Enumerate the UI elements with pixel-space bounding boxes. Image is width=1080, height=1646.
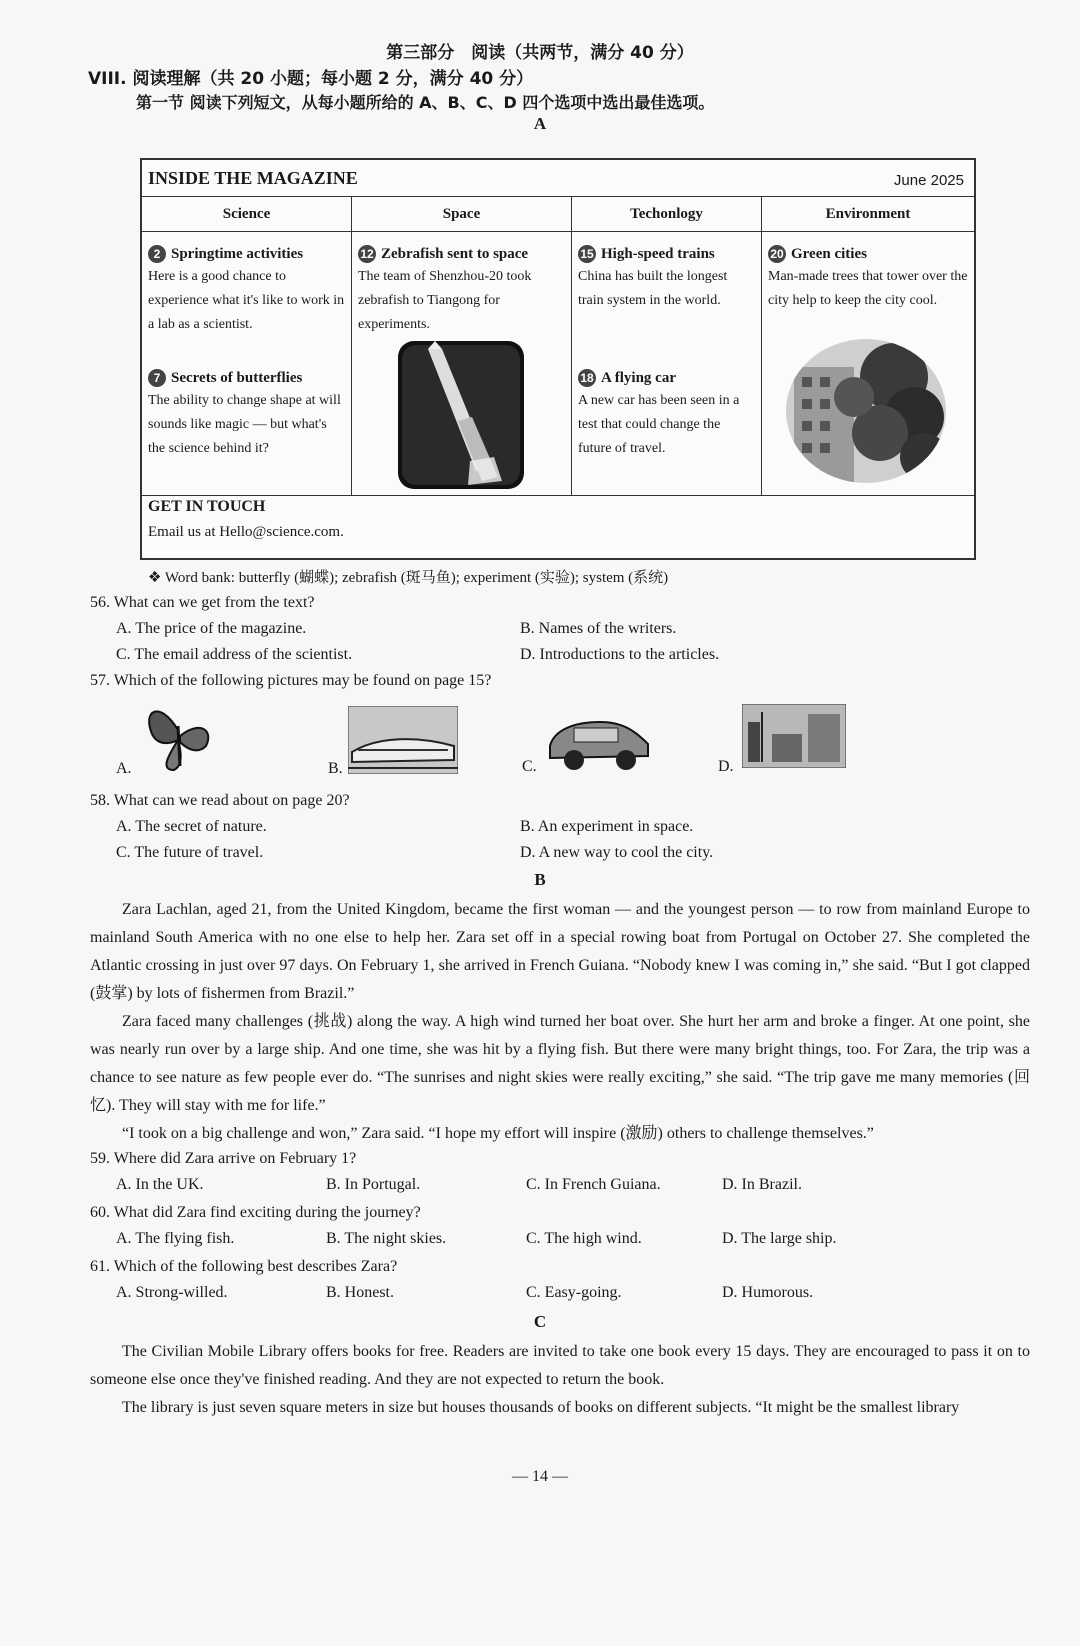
question-stem: 57. Which of the following pictures may be found on page 15? — [90, 672, 492, 689]
option: C. Easy-going. — [526, 1284, 622, 1301]
option-label: D. — [718, 758, 734, 775]
industrial-scene-picture — [742, 704, 846, 768]
column-technology — [572, 197, 762, 495]
passage-paragraph: Zara faced many challenges (挑战) along the way. A high wind turned her boat over. She hurt her arm and broke a finger. At one point, she was nearly run over by a large ship. And one time, she was hit by a flying fish. But there were many bright things, too. For Zara, the trip was a chance to see nature as few people ever do. “The sunrises and night skies were really exciting,” she said. “The trip gave me many memories (回忆). They will stay with me for life.” — [90, 1013, 1030, 1114]
option: A. In the UK. — [116, 1176, 204, 1193]
option: C. The email address of the scientist. — [116, 646, 353, 663]
option: C. The future of travel. — [116, 844, 264, 861]
column-header: Science — [142, 197, 351, 232]
option: A. The price of the magazine. — [116, 620, 307, 637]
option: D. A new way to cool the city. — [520, 844, 714, 861]
option: D. In Brazil. — [722, 1176, 802, 1193]
magazine-title: INSIDE THE MAGAZINE — [148, 168, 358, 188]
article-title: A flying car — [601, 370, 676, 386]
column-space — [352, 197, 572, 495]
question-stem: 59. Where did Zara arrive on February 1? — [90, 1150, 357, 1167]
option: D. The large ship. — [722, 1230, 837, 1247]
article-item — [578, 369, 755, 461]
page-number-badge: 2 — [148, 245, 166, 263]
magazine-table — [142, 196, 974, 496]
instruction: 第一节 阅读下列短文，从每小题所给的 A、B、C、D 四个选项中选出最佳选项。 — [136, 93, 715, 112]
article-title: Green cities — [791, 246, 867, 262]
column-science — [142, 197, 352, 495]
passage-a-letter: A — [533, 114, 547, 133]
magazine-date: June 2025 — [893, 172, 964, 189]
article-summary: A new car has been seen in a test that could change the future of travel. — [578, 393, 740, 456]
word-bank: ❖ Word bank: butterfly (蝴蝶); zebrafish (斑马鱼); experiment (实验); system (系统) — [148, 570, 669, 586]
option: A. The secret of nature. — [116, 818, 267, 835]
article-item — [358, 245, 565, 337]
passage-b-letter: B — [534, 870, 546, 889]
rocket-image — [398, 341, 524, 489]
option: D. Introductions to the articles. — [520, 646, 720, 663]
question-stem: 60. What did Zara find exciting during the journey? — [90, 1204, 421, 1221]
option: A. The flying fish. — [116, 1230, 235, 1247]
column-environment — [762, 197, 974, 495]
section-title: VIII. 阅读理解（共 20 小题；每小题 2 分，满分 40 分） — [88, 69, 534, 89]
option-label: C. — [522, 758, 537, 775]
page-number: — 14 — — [512, 1468, 568, 1485]
article-summary: China has built the longest train system in the world. — [578, 269, 728, 308]
article-summary: The team of Shenzhou-20 took zebrafish to Tiangong for experiments. — [358, 269, 532, 332]
part-title: 第三部分 阅读（共两节，满分 40 分） — [386, 43, 694, 63]
option: D. Humorous. — [722, 1284, 814, 1301]
passage-paragraph: The library is just seven square meters in size but houses thousands of books on different subjects. “It might be the smallest library — [122, 1399, 960, 1416]
option: B. In Portugal. — [326, 1176, 421, 1193]
page-number-badge: 20 — [768, 245, 786, 263]
article-summary: Man-made trees that tower over the city help to keep the city cool. — [768, 269, 968, 308]
article-title: High-speed trains — [601, 246, 715, 262]
article-item — [578, 245, 755, 313]
page-number-badge: 18 — [578, 369, 596, 387]
column-header: Space — [352, 197, 571, 232]
option: A. Strong-willed. — [116, 1284, 228, 1301]
page-number-badge: 12 — [358, 245, 376, 263]
question-stem: 61. Which of the following best describes Zara? — [90, 1258, 398, 1275]
article-item — [148, 245, 345, 337]
article-summary: The ability to change shape at will sounds like magic — but what's the science behind it? — [148, 393, 341, 456]
passage-paragraph: Zara Lachlan, aged 21, from the United Kingdom, became the first woman — and the youngest person — to row from mainland Europe to mainland South America with no one else to help her. Zara set off in a special rowing boat from Portugal on October 27. She completed the Atlantic crossing in just over 97 days. On February 1, she arrived in French Guiana. “Nobody knew I was coming in,” she said. “But I got clapped (鼓掌) by lots of fishermen from Brazil.” — [90, 901, 1030, 1002]
car-picture — [544, 706, 654, 776]
get-in-touch-heading: GET IN TOUCH — [148, 498, 266, 515]
column-header: Environment — [762, 197, 974, 232]
option-label: A. — [116, 760, 132, 777]
train-picture — [348, 706, 458, 774]
article-title: Secrets of butterflies — [171, 370, 303, 386]
option: C. The high wind. — [526, 1230, 642, 1247]
column-header: Techonlogy — [572, 197, 761, 232]
article-title: Zebrafish sent to space — [381, 246, 529, 262]
option: B. Names of the writers. — [520, 620, 677, 637]
contact-email: Email us at Hello@science.com. — [148, 524, 344, 540]
article-summary: Here is a good chance to experience what it's like to work in a lab as a scientist. — [148, 269, 345, 332]
question-stem: 58. What can we read about on page 20? — [90, 792, 350, 809]
butterfly-picture — [140, 700, 216, 776]
option-label: B. — [328, 760, 343, 777]
question-stem: 56. What can we get from the text? — [90, 594, 315, 611]
option: B. An experiment in space. — [520, 818, 694, 835]
article-title: Springtime activities — [171, 246, 304, 262]
page-number-badge: 7 — [148, 369, 166, 387]
passage-paragraph: The Civilian Mobile Library offers books for free. Readers are invited to take one book every 15 days. They are encouraged to pass it on to someone else once they've finished reading. And they are not expected to return the book. — [90, 1343, 1030, 1388]
page-number-badge: 15 — [578, 245, 596, 263]
option: B. Honest. — [326, 1284, 394, 1301]
option: C. In French Guiana. — [526, 1176, 661, 1193]
option: B. The night skies. — [326, 1230, 447, 1247]
passage-paragraph: “I took on a big challenge and won,” Zara said. “I hope my effort will inspire (激励) others to challenge themselves.” — [122, 1125, 874, 1142]
article-item — [768, 245, 968, 313]
magazine-contents-box — [140, 158, 976, 560]
passage-c-letter: C — [533, 1312, 547, 1331]
green-building-image — [784, 337, 948, 485]
article-item — [148, 369, 345, 461]
